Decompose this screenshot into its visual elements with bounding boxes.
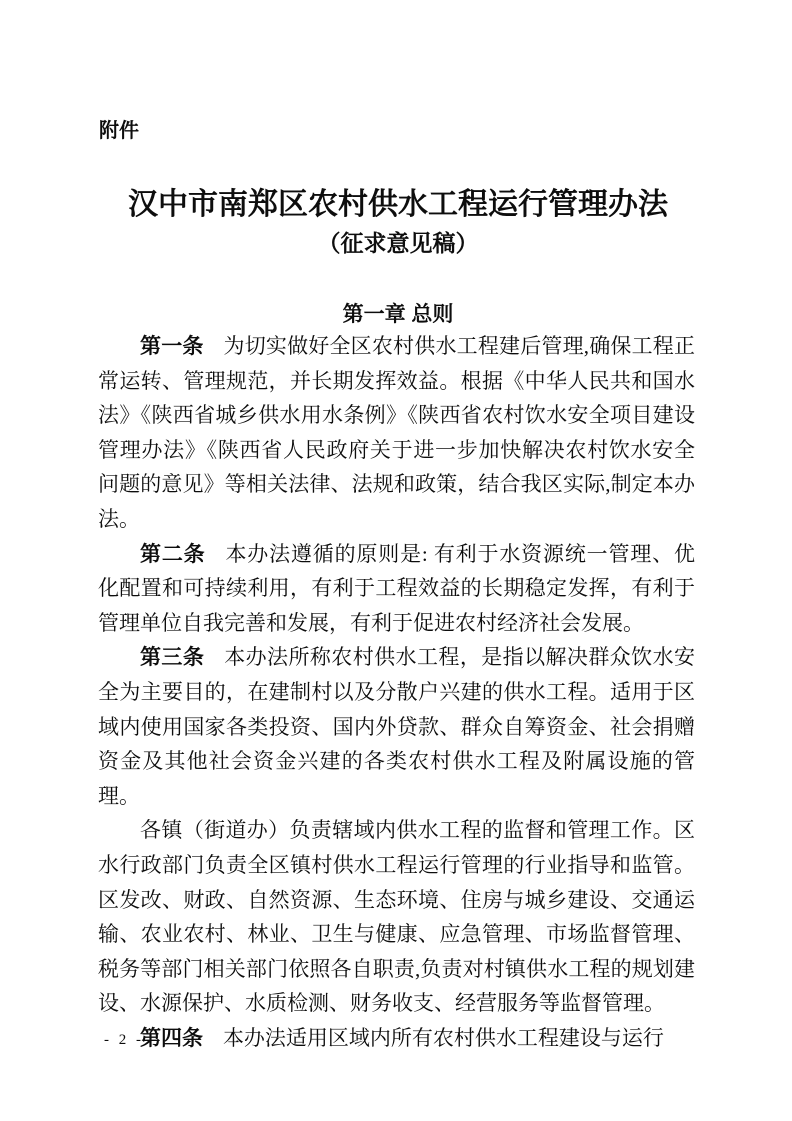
article-text: 本办法遵循的原则是: 有利于水资源统一管理、优化配置和可持续利用，有利于工程效益的长期稳定发挥，有利于管理单位自我完善和发展，有利于促进农村经济社会发展。 (98, 541, 695, 635)
article-paragraph (98, 329, 695, 537)
article-number: 第二条 (140, 541, 206, 566)
chapter-heading: 第一章 总则 (342, 303, 454, 326)
article-number: 第四条 (140, 1025, 203, 1050)
article-paragraph (98, 537, 695, 641)
document-body (98, 329, 695, 1055)
article-paragraph (98, 813, 695, 1021)
attachment-label: 附件 (99, 120, 139, 142)
article-number: 第三条 (140, 645, 205, 670)
article-paragraph (98, 1021, 695, 1056)
article-paragraph (98, 640, 695, 813)
article-text: 各镇（街道办）负责辖域内供水工程的监督和管理工作。区水行政部门负责全区镇村供水工程运行管理的行业指导和监管。区发改、财政、自然资源、生态环境、住房与城乡建设、交通运输、农业农村、林业、卫生与健康、应急管理、市场监督管理、税务等部门相关部门依照各自职责,负责对村镇供水工程的规划建设、水源保护、水质检测、财务收支、经营服务等监督管理。 (98, 818, 695, 1016)
article-number: 第一条 (140, 334, 204, 358)
page-number: - 2 - (104, 1032, 144, 1048)
article-text: 为切实做好全区农村供水工程建后管理,确保工程正常运转、管理规范，并长期发挥效益。根据《中华人民共和国水法》《陕西省城乡供水用水条例》《陕西省农村饮水安全项目建设管理办法》《陕西省人民政府关于进一步加快解决农村饮水安全问题的意见》等相关法律、法规和政策，结合我区实际,制定本办法。 (98, 334, 695, 531)
document-title: 汉中市南郑区农村供水工程运行管理办法 (128, 188, 668, 221)
document-subtitle: （征求意见稿） (317, 231, 479, 256)
article-text: 本办法所称农村供水工程，是指以解决群众饮水安全为主要目的，在建制村以及分散户兴建的供水工程。适用于区域内使用国家各类投资、国内外贷款、群众自筹资金、社会捐赠资金及其他社会资金兴建的各类农村供水工程及附属设施的管理。 (98, 645, 696, 808)
article-text: 本办法适用区域内所有农村供水工程建设与运行 (222, 1025, 664, 1050)
